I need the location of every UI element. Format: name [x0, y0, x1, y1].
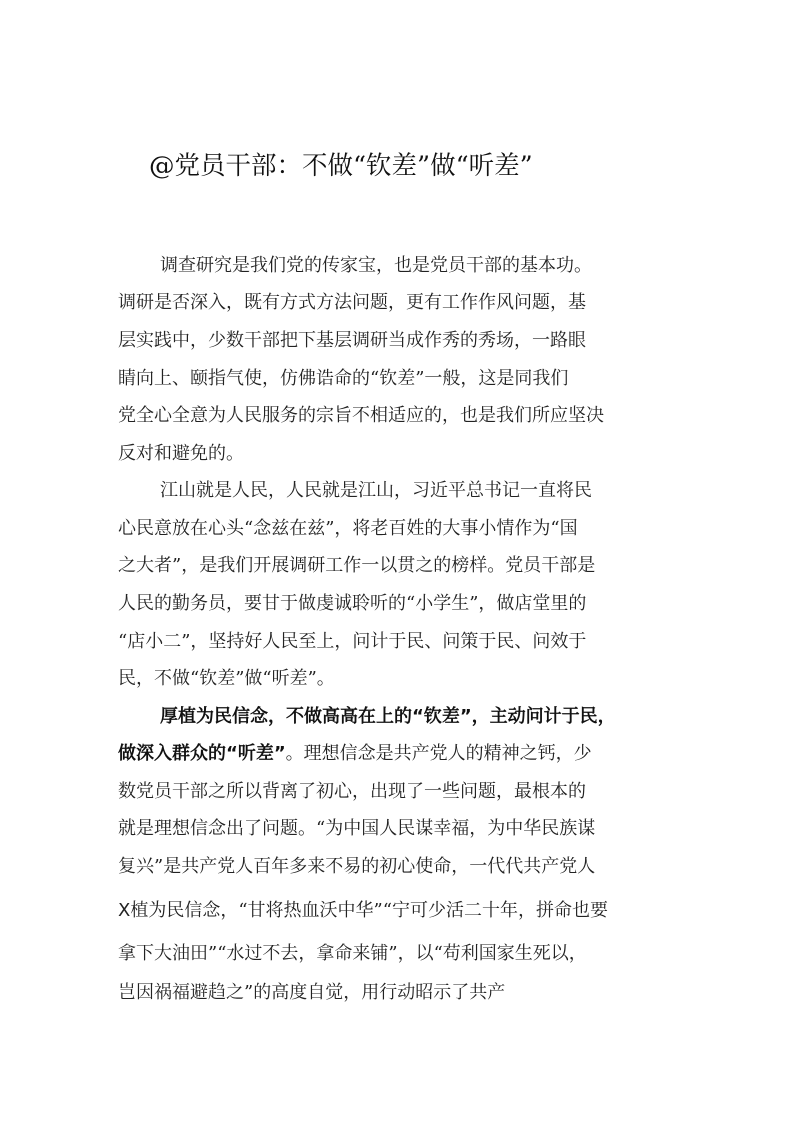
paragraph-line: 就是理想信念出了问题。“为中国人民谋幸福，为中华民族谋 [118, 818, 596, 839]
paragraph-line: 岂因祸福避趋之”的高度自觉，用行动昭示了共产 [118, 982, 506, 1003]
paragraph-text: 植为民信念，“甘将热血沃中华”“宁可少活二十年，拼命也要 [130, 900, 608, 921]
section-heading: 厚植为民信念，不做高高在上的“钦差”，主动问计于民， [160, 706, 616, 727]
paragraph-text: X [118, 900, 131, 921]
section-heading: 做深入群众的“听差” [118, 743, 286, 764]
paragraph-line: 睛向上、颐指气使，仿佛诰命的“钦差”一般，这是同我们 [118, 368, 569, 389]
paragraph-text: 。理想信念是共产党人的精神之钙，少 [285, 743, 592, 764]
paragraph-line [118, 897, 608, 925]
paragraph-line [160, 703, 616, 731]
paragraph-line: “店小二”，坚持好人民至上，问计于民、问策于民、问效于 [118, 631, 587, 652]
paragraph-line: 调研是否深入，既有方式方法问题，更有工作作风问题，基 [118, 292, 586, 313]
paragraph-line [118, 740, 592, 768]
paragraph-line: 之大者”，是我们开展调研工作一以贯之的榜样。党员干部是 [118, 555, 596, 576]
paragraph-line: 人民的勤务员，要甘于做虔诚聆听的“小学生”，做店堂里的 [118, 593, 587, 614]
paragraph-line: 心民意放在心头“念兹在兹”，将老百姓的大事小情作为“国 [118, 518, 578, 539]
paragraph-line: 民，不做“钦差”做“听差”。 [118, 668, 335, 689]
page-title: @党员干部：不做“钦差”做“听差” [149, 151, 533, 181]
paragraph-line: 江山就是人民，人民就是江山，习近平总书记一直将民 [160, 480, 592, 501]
paragraph-line: 调查研究是我们党的传家宝，也是党员干部的基本功。 [160, 255, 592, 276]
paragraph-line: 复兴”是共产党人百年多来不易的初心使命，一代代共产党人 [118, 856, 596, 877]
paragraph-line: 拿下大油田”“水过不去，拿命来铺”，以“苟利国家生死以， [118, 943, 587, 964]
paragraph-line: 层实践中，少数干部把下基层调研当成作秀的秀场，一路眼 [118, 330, 586, 351]
paragraph-line: 反对和避免的。 [118, 443, 244, 464]
paragraph-line: 数党员干部之所以背离了初心，出现了一些问题，最根本的 [118, 781, 586, 802]
paragraph-line: 党全心全意为人民服务的宗旨不相适应的，也是我们所应坚决 [118, 405, 604, 426]
